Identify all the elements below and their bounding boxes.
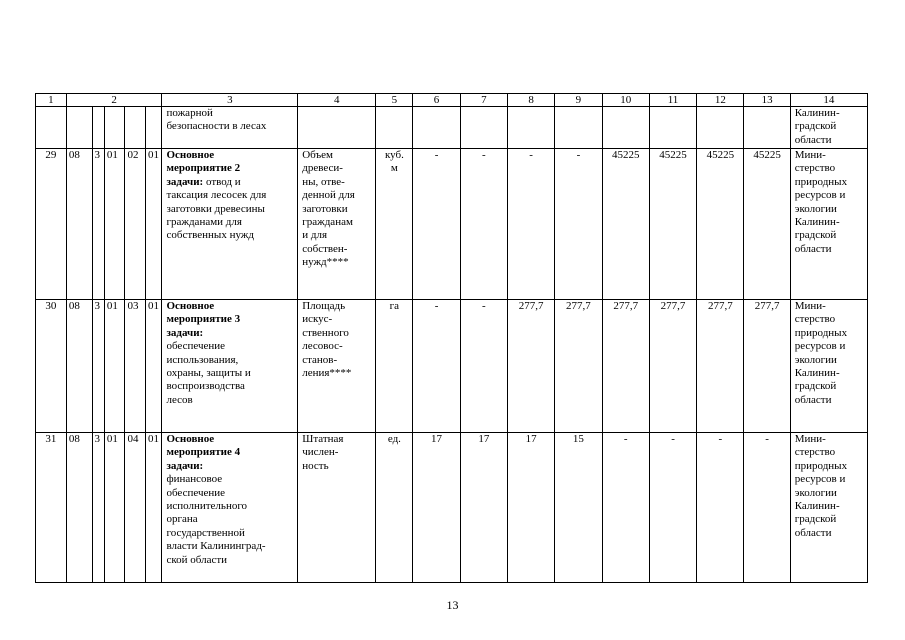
code-cell: 01 <box>104 300 125 433</box>
header-cell: 1 <box>36 94 67 107</box>
value-cell: 17 <box>460 433 507 583</box>
value-cell: - <box>744 433 790 583</box>
header-cell: 12 <box>697 94 744 107</box>
page-number: 13 <box>446 598 459 612</box>
value-cell: 277,7 <box>507 300 554 433</box>
code-cell: 01 <box>104 433 125 583</box>
value-cell: - <box>460 300 507 433</box>
event-title: Основное мероприятие 3 задачи: <box>166 300 241 339</box>
row-number: 29 <box>36 149 67 300</box>
header-cell: 7 <box>460 94 507 107</box>
value-cell: - <box>649 433 696 583</box>
code-cell: 08 <box>66 433 92 583</box>
value-cell: 45225 <box>602 149 649 300</box>
indicator-cell: Объем древеси- ны, отве- денной для заготовки гражданам и для собствен- нужд**** <box>298 149 376 300</box>
event-cell <box>162 300 298 433</box>
executor-cell: Мини- стерство природных ресурсов и экологии Калинин- градской области <box>790 149 867 300</box>
unit-cell: ед. <box>376 433 413 583</box>
header-cell: 13 <box>744 94 790 107</box>
header-cell: 9 <box>555 94 602 107</box>
value-cell: - <box>507 149 554 300</box>
value-cell: - <box>413 300 460 433</box>
code-cell: 01 <box>146 149 162 300</box>
value-cell: - <box>697 433 744 583</box>
event-cell <box>162 149 298 300</box>
executor-cell: Мини- стерство природных ресурсов и экологии Калинин- градской области <box>790 300 867 433</box>
header-row <box>36 94 868 107</box>
code-cell: 3 <box>92 149 104 300</box>
code-cell: 3 <box>92 433 104 583</box>
unit-cell: га <box>376 300 413 433</box>
event-title: Основное мероприятие 4 задачи: <box>166 433 241 472</box>
event-text: финансовое обеспечение исполнительного органа государственной власти Калининград- ской области <box>166 473 266 566</box>
event-cell <box>162 433 298 583</box>
code-cell: 01 <box>146 433 162 583</box>
value-cell: 45225 <box>697 149 744 300</box>
value-cell: 45225 <box>744 149 790 300</box>
value-cell: 17 <box>413 433 460 583</box>
code-cell: 01 <box>146 300 162 433</box>
code-cell: 08 <box>66 149 92 300</box>
event-cell: пожарной безопасности в лесах <box>162 107 298 149</box>
value-cell: - <box>460 149 507 300</box>
value-cell: 277,7 <box>555 300 602 433</box>
value-cell: - <box>555 149 602 300</box>
table-row <box>36 433 868 583</box>
code-cell: 02 <box>125 149 146 300</box>
header-cell: 10 <box>602 94 649 107</box>
header-cell: 2 <box>66 94 162 107</box>
value-cell: 277,7 <box>744 300 790 433</box>
code-cell: 01 <box>104 149 125 300</box>
table-row-continued <box>36 107 868 149</box>
value-cell: 277,7 <box>649 300 696 433</box>
value-cell: - <box>413 149 460 300</box>
indicator-cell: Штатная числен- ность <box>298 433 376 583</box>
value-cell: 277,7 <box>602 300 649 433</box>
row-number: 31 <box>36 433 67 583</box>
event-text: отвод и таксация лесосек для заготовки древесины гражданами для собственных нужд <box>166 175 267 242</box>
header-cell: 5 <box>376 94 413 107</box>
header-cell: 14 <box>790 94 867 107</box>
row-number: 30 <box>36 300 67 433</box>
header-cell: 4 <box>298 94 376 107</box>
value-cell: 45225 <box>649 149 696 300</box>
event-text: обеспечение использования, охраны, защиты и воспроизводства лесов <box>166 340 251 406</box>
table-row <box>36 300 868 433</box>
indicator-cell: Площадь искус- ственного лесовос- станов- ления**** <box>298 300 376 433</box>
event-title: Основное мероприятие 2 задачи: <box>166 149 241 188</box>
code-cell: 04 <box>125 433 146 583</box>
header-cell: 11 <box>649 94 696 107</box>
header-cell: 8 <box>507 94 554 107</box>
code-cell: 3 <box>92 300 104 433</box>
table-row <box>36 149 868 300</box>
header-cell: 3 <box>162 94 298 107</box>
program-table <box>35 93 868 583</box>
value-cell: 277,7 <box>697 300 744 433</box>
value-cell: - <box>602 433 649 583</box>
executor-cell: Мини- стерство природных ресурсов и экологии Калинин- градской области <box>790 433 867 583</box>
header-cell: 6 <box>413 94 460 107</box>
unit-cell: куб. м <box>376 149 413 300</box>
value-cell: 15 <box>555 433 602 583</box>
code-cell: 03 <box>125 300 146 433</box>
code-cell: 08 <box>66 300 92 433</box>
executor-cell: Калинин- градской области <box>790 107 867 149</box>
value-cell: 17 <box>507 433 554 583</box>
